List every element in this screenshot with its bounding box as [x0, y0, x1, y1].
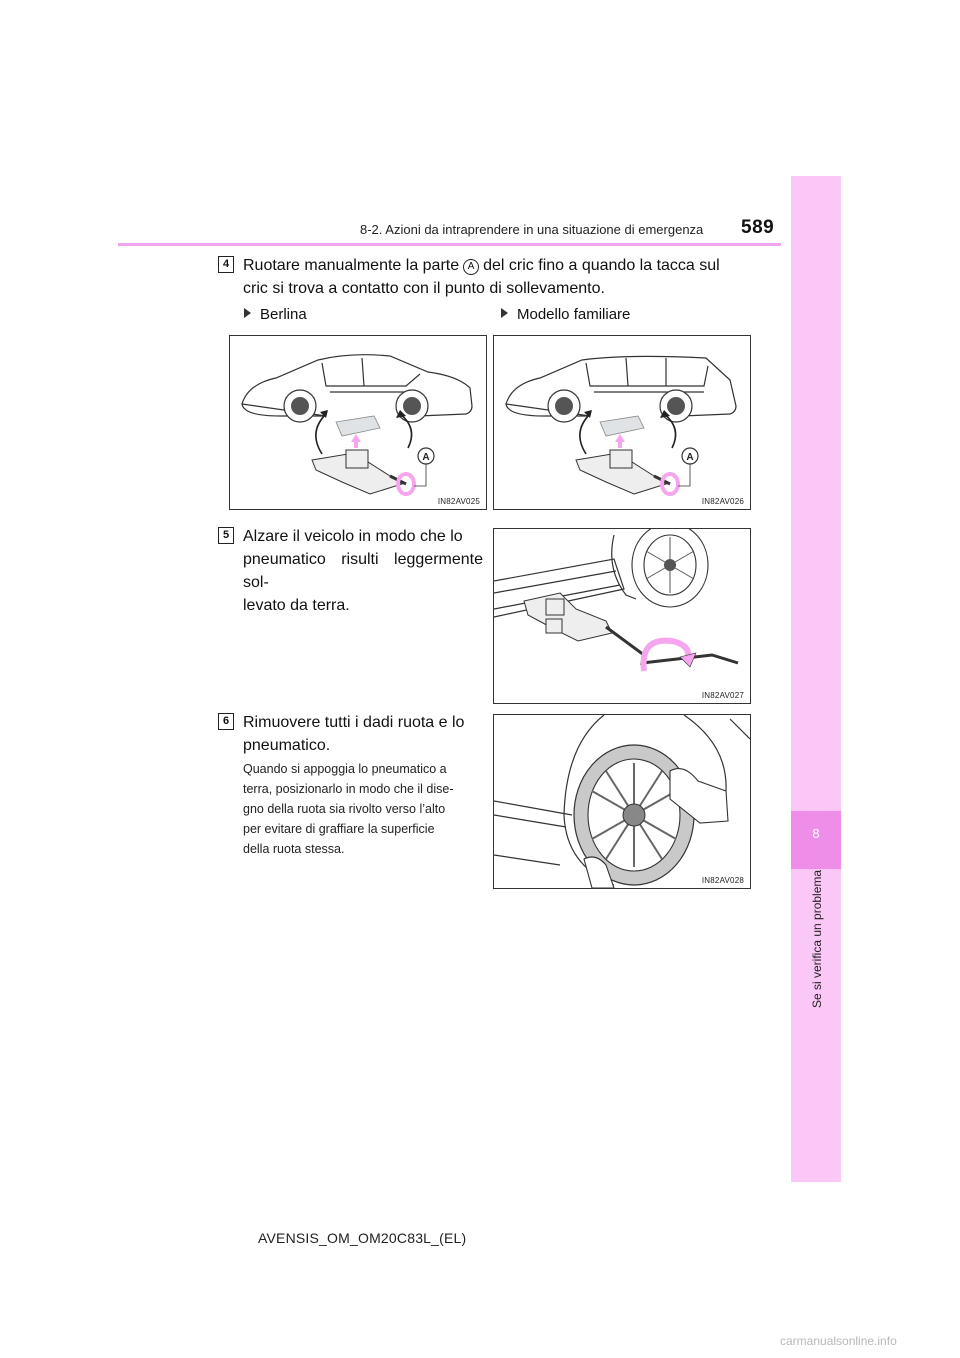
document-code: AVENSIS_OM_OM20C83L_(EL) — [258, 1230, 467, 1246]
triangle-bullet-icon — [501, 308, 508, 318]
chapter-side-bar — [791, 176, 841, 1182]
jack-crank-illustration — [494, 529, 750, 703]
variant-label-familiare: Modello familiare — [501, 306, 630, 323]
figure-raise-vehicle — [493, 528, 751, 704]
triangle-bullet-icon — [244, 308, 251, 318]
variant-label-berlina: Berlina — [244, 306, 307, 323]
figure-remove-tire — [493, 714, 751, 889]
step-4-text-before: Ruotare manualmente la parte — [243, 257, 460, 274]
step-number-5: 5 — [218, 527, 234, 544]
step-4-text-after: del cric fino a quando la tacca sul cric si trova a contatto con il punto di sollevamento. — [243, 257, 720, 297]
step-number-4: 4 — [218, 256, 234, 273]
part-a-marker: A — [463, 259, 479, 275]
watermark: carmanualsonline.info — [780, 1334, 897, 1348]
figure-code-027: IN82AV027 — [701, 691, 744, 700]
figure-berlina-jack — [229, 335, 487, 510]
step-number-6: 6 — [218, 713, 234, 730]
chapter-number: 8 — [812, 826, 820, 841]
step-4-text — [243, 254, 748, 300]
section-title: 8-2. Azioni da intraprendere in una situazione di emergenza — [360, 222, 704, 237]
figure-familiare-jack — [493, 335, 751, 510]
page-number: 589 — [741, 217, 775, 238]
wagon-jack-illustration — [494, 336, 750, 509]
step-6-text: Rimuovere tutti i dadi ruota e lo pneumatico. — [243, 714, 465, 754]
figure-code-026: IN82AV026 — [701, 497, 744, 506]
sedan-jack-illustration — [230, 336, 486, 509]
tire-removal-illustration — [494, 715, 750, 888]
callout-a-label: A — [686, 452, 694, 463]
figure-code-028: IN82AV028 — [701, 876, 744, 885]
figure-code-025: IN82AV025 — [437, 497, 480, 506]
chapter-title: Se si verifica un problema — [810, 869, 824, 1008]
header-rule — [118, 243, 781, 246]
step-6-note: Quando si appoggia lo pneumatico a terra, posizionarlo in modo che il dise- gno della ruota sia rivolto verso l’alto per evitare di graffiare la superficie della ruota stessa. — [243, 762, 454, 856]
step-5-text: Alzare il veicolo in modo che lo pneumatico risulti leggermente sol- levato da terra. — [243, 528, 483, 614]
callout-a-label: A — [422, 452, 430, 463]
